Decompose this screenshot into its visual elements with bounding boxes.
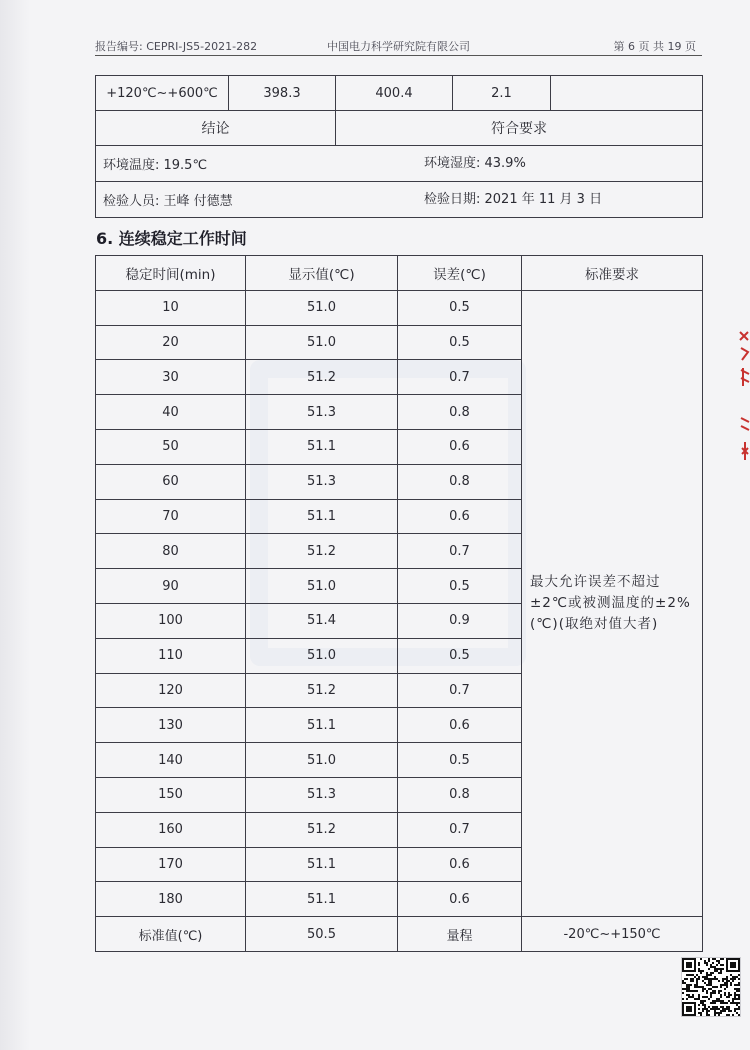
cell-display: 51.0 — [246, 290, 398, 325]
report-number: 报告编号: CEPRI-JS5-2021-282 — [95, 40, 258, 53]
cell-error: 0.6 — [398, 708, 522, 743]
cell-error: 0.5 — [398, 743, 522, 778]
cell-time: 170 — [96, 847, 246, 882]
qr-code — [681, 957, 741, 1017]
qr-code-graphic — [682, 958, 740, 1016]
value-cell: 398.3 — [229, 76, 336, 111]
col-header-display: 显示值(℃) — [246, 256, 398, 291]
table-row — [96, 76, 703, 111]
cell-error: 0.5 — [398, 325, 522, 360]
cell-time: 130 — [96, 708, 246, 743]
col-header-requirement: 标准要求 — [522, 256, 703, 291]
red-seal-fragment — [738, 330, 750, 465]
previous-test-table — [95, 75, 703, 218]
cell-display: 51.1 — [246, 847, 398, 882]
cell-display: 51.1 — [246, 429, 398, 464]
cell-display: 51.4 — [246, 603, 398, 638]
cell-error: 0.6 — [398, 882, 522, 917]
inspection-cell — [96, 182, 703, 218]
standard-value-row — [96, 917, 703, 952]
cell-time: 160 — [96, 812, 246, 847]
cell-error: 0.7 — [398, 534, 522, 569]
cell-time: 10 — [96, 290, 246, 325]
cell-error: 0.7 — [398, 812, 522, 847]
cell-display: 51.2 — [246, 360, 398, 395]
col-header-time: 稳定时间(min) — [96, 256, 246, 291]
cell-display: 51.2 — [246, 812, 398, 847]
cell-error: 0.6 — [398, 429, 522, 464]
conclusion-value: 符合要求 — [336, 111, 703, 146]
cell-display: 51.0 — [246, 325, 398, 360]
cell-time: 20 — [96, 325, 246, 360]
cell-display: 51.2 — [246, 534, 398, 569]
inspectors: 检验人员: 王峰 付德慧 — [103, 194, 233, 209]
env-temperature: 环境温度: 19.5℃ — [103, 158, 208, 173]
cell-error: 0.9 — [398, 603, 522, 638]
cell-error: 0.5 — [398, 290, 522, 325]
page-info: 第 6 页 共 19 页 — [613, 40, 696, 53]
cell-error: 0.5 — [398, 638, 522, 673]
standard-value: 50.5 — [246, 917, 398, 952]
cell-error: 0.8 — [398, 464, 522, 499]
cell-error: 0.6 — [398, 499, 522, 534]
requirement-cell: 最大允许误差不超过±2℃或被测温度的±2%(℃)(取绝对值大者) — [522, 290, 703, 916]
inspection-date: 检验日期: 2021 年 11 月 3 日 — [424, 192, 603, 207]
cell-error: 0.8 — [398, 395, 522, 430]
range-cell: +120℃~+600℃ — [96, 76, 229, 111]
cell-time: 110 — [96, 638, 246, 673]
cell-display: 51.0 — [246, 743, 398, 778]
cell-display: 51.3 — [246, 395, 398, 430]
cell-display: 51.0 — [246, 638, 398, 673]
cell-time: 180 — [96, 882, 246, 917]
col-header-error: 误差(℃) — [398, 256, 522, 291]
cell-display: 51.1 — [246, 499, 398, 534]
cell-display: 51.2 — [246, 673, 398, 708]
stability-table-body — [96, 290, 703, 916]
cell-display: 51.1 — [246, 708, 398, 743]
cell-time: 50 — [96, 429, 246, 464]
value-cell: 400.4 — [336, 76, 453, 111]
organization-name: 中国电力科学研究院有限公司 — [327, 40, 470, 53]
cell-time: 40 — [96, 395, 246, 430]
cell-display: 51.3 — [246, 464, 398, 499]
env-humidity: 环境湿度: 43.9% — [424, 156, 526, 171]
cell-display: 51.3 — [246, 777, 398, 812]
inspection-row — [96, 182, 703, 218]
standard-value-label: 标准值(℃) — [96, 917, 246, 952]
environment-cell — [96, 146, 703, 182]
cell-time: 100 — [96, 603, 246, 638]
cell-error: 0.5 — [398, 569, 522, 604]
value-cell: 2.1 — [453, 76, 551, 111]
value-cell — [551, 76, 703, 111]
conclusion-row — [96, 111, 703, 146]
cell-error: 0.7 — [398, 360, 522, 395]
table-header-row — [96, 256, 703, 291]
conclusion-label: 结论 — [96, 111, 336, 146]
cell-display: 51.0 — [246, 569, 398, 604]
cell-time: 60 — [96, 464, 246, 499]
cell-time: 120 — [96, 673, 246, 708]
cell-display: 51.1 — [246, 882, 398, 917]
page-edge-shadow — [0, 0, 30, 1050]
page-header — [95, 38, 700, 54]
cell-error: 0.6 — [398, 847, 522, 882]
environment-row — [96, 146, 703, 182]
cell-time: 140 — [96, 743, 246, 778]
table-row — [96, 290, 703, 325]
header-rule — [95, 55, 702, 56]
stability-table — [95, 255, 703, 952]
cell-time: 90 — [96, 569, 246, 604]
cell-error: 0.8 — [398, 777, 522, 812]
cell-time: 80 — [96, 534, 246, 569]
cell-time: 70 — [96, 499, 246, 534]
cell-time: 30 — [96, 360, 246, 395]
range-label: 量程 — [398, 917, 522, 952]
section-title: 6. 连续稳定工作时间 — [96, 229, 247, 248]
range-value: -20℃~+150℃ — [522, 917, 703, 952]
cell-error: 0.7 — [398, 673, 522, 708]
cell-time: 150 — [96, 777, 246, 812]
